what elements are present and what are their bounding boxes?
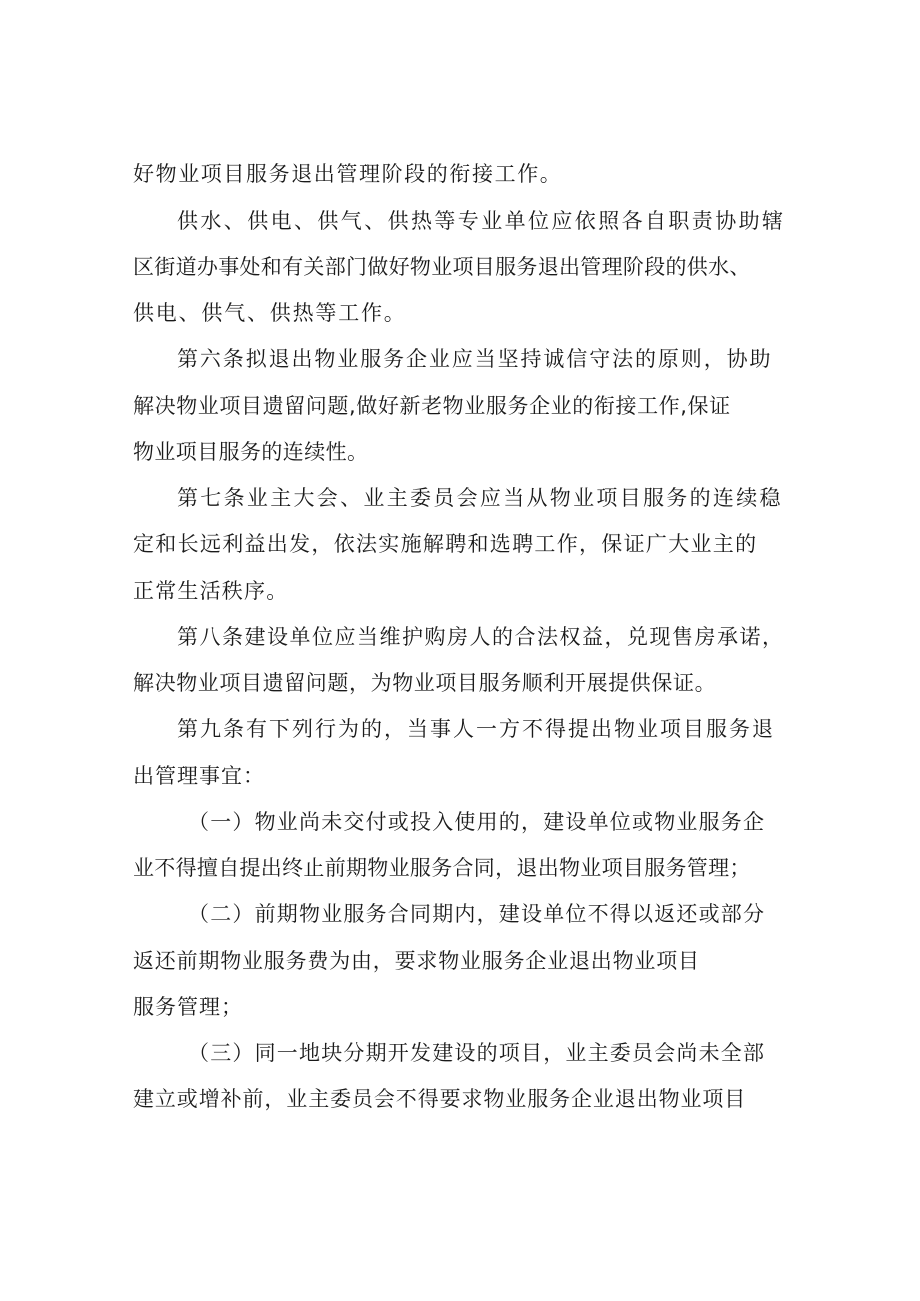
paragraph-line-8: 第七条业主大会、业主委员会应当从物业项目服务的连续稳 bbox=[177, 486, 783, 510]
paragraph-line-9: 定和长远利益出发，依法实施解聘和选聘工作，保证广大业主的 bbox=[133, 532, 758, 556]
paragraph-line-2: 供水、供电、供气、供热等专业单位应依照各自职责协助辖 bbox=[177, 209, 786, 233]
paragraph-line-6: 解决物业项目遗留问题,做好新老物业服务企业的衔接工作,保证 bbox=[133, 394, 731, 418]
paragraph-line-19: 服务管理； bbox=[133, 995, 243, 1019]
paragraph-line-17: （二）前期物业服务合同期内，建设单位不得以返还或部分 bbox=[188, 902, 766, 926]
paragraph-line-16: 业不得擅自提出终止前期物业服务合同，退出物业项目服务管理； bbox=[133, 856, 751, 880]
paragraph-line-7: 物业项目服务的连续性。 bbox=[133, 440, 369, 464]
paragraph-line-12: 解决物业项目遗留问题，为物业项目服务顺利开展提供保证。 bbox=[133, 671, 717, 695]
paragraph-line-20: （三）同一地块分期开发建设的项目，业主委员会尚未全部 bbox=[188, 1041, 766, 1065]
paragraph-line-13: 第九条有下列行为的，当事人一方不得提出物业项目服务退 bbox=[177, 717, 775, 741]
paragraph-line-11: 第八条建设单位应当维护购房人的合法权益，兑现售房承诺， bbox=[177, 625, 785, 649]
paragraph-line-4: 供电、供气、供热等工作。 bbox=[133, 301, 407, 325]
paragraph-line-10: 正常生活秩序。 bbox=[133, 579, 289, 603]
paragraph-line-1: 好物业项目服务退出管理阶段的衔接工作。 bbox=[133, 162, 563, 186]
paragraph-line-3: 区街道办事处和有关部门做好物业项目服务退出管理阶段的供水、 bbox=[133, 255, 751, 279]
paragraph-line-21: 建立或增补前，业主委员会不得要求物业服务企业退出物业项目 bbox=[133, 1087, 747, 1111]
paragraph-line-14: 出管理事宜： bbox=[133, 764, 265, 788]
paragraph-line-15: （一）物业尚未交付或投入使用的，建设单位或物业服务企 bbox=[188, 810, 766, 834]
paragraph-line-5: 第六条拟退出物业服务企业应当坚持诚信守法的原则，协助 bbox=[177, 347, 773, 371]
paragraph-line-18: 返还前期物业服务费为由，要求物业服务企业退出物业项目 bbox=[133, 949, 700, 973]
